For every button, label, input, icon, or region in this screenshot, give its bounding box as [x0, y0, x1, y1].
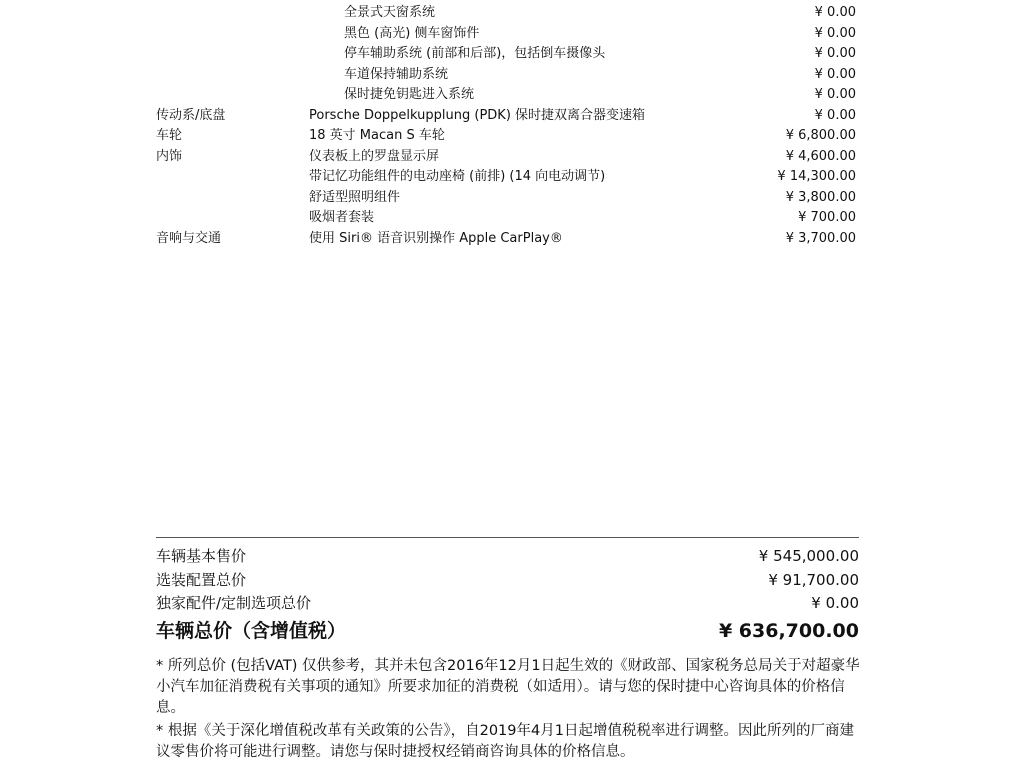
option-category: 音响与交通 — [156, 230, 222, 246]
option-name: 吸烟者套装 — [309, 210, 375, 225]
option-name: 黑色 (高光) 侧车窗饰件 — [344, 25, 480, 41]
option-name: 带记忆功能组件的电动座椅 (前排) (14 向电动调节) — [309, 169, 606, 184]
option-price: ¥ 0.00 — [814, 107, 856, 123]
base-price-value: ¥ 545,000.00 — [758, 547, 859, 565]
base-price-label: 车辆基本售价 — [156, 547, 247, 565]
options-total-label: 选装配置总价 — [156, 570, 247, 589]
option-row — [156, 188, 856, 209]
option-row — [156, 44, 856, 65]
footnotes — [156, 656, 862, 765]
grand-total-label: 车辆总价（含增值税） — [156, 619, 347, 642]
option-row — [156, 85, 856, 106]
option-price: ¥ 0.00 — [814, 87, 856, 102]
option-price: ¥ 0.00 — [814, 25, 856, 41]
grand-total-row — [156, 616, 859, 646]
option-name: 仪表板上的罗盘显示屏 — [309, 148, 440, 164]
option-row — [156, 65, 856, 86]
options-table — [156, 3, 856, 249]
option-row — [156, 167, 856, 188]
price-summary — [156, 545, 859, 646]
option-name: Porsche Doppelkupplung (PDK) 保时捷双离合器变速箱 — [309, 107, 646, 123]
option-row — [156, 106, 856, 127]
option-name: 全景式天窗系统 — [344, 5, 436, 20]
option-category: 传动系/底盘 — [156, 107, 226, 123]
options-total-value: ¥ 91,700.00 — [768, 570, 859, 589]
option-row — [156, 3, 856, 24]
exclusive-total-label: 独家配件/定制选项总价 — [156, 594, 312, 612]
option-price: ¥ 14,300.00 — [777, 169, 856, 184]
option-name: 停车辅助系统 (前部和后部)，包括倒车摄像头 — [344, 46, 606, 61]
exclusive-total-row — [156, 592, 859, 616]
options-total-row — [156, 569, 859, 593]
option-price: ¥ 4,600.00 — [785, 148, 856, 164]
option-row — [156, 147, 856, 168]
option-price: ¥ 0.00 — [814, 5, 856, 20]
footnote-vat-adjustment: * 根据《关于深化增值税改革有关政策的公告》，自2019年4月1日起增值税税率进行调整。因此所列的厂商建议零售价将可能进行调整。请您与保时捷授权经销商咨询具体的价格信息。 — [156, 723, 854, 760]
option-row — [156, 24, 856, 45]
base-price-row — [156, 545, 859, 569]
option-price: ¥ 3,700.00 — [785, 230, 856, 246]
summary-divider — [156, 537, 859, 538]
option-name: 保时捷免钥匙进入系统 — [344, 87, 475, 102]
option-price: ¥ 700.00 — [798, 210, 856, 225]
option-category: 车轮 — [156, 128, 183, 143]
option-row — [156, 126, 856, 147]
option-row — [156, 208, 856, 229]
option-name: 使用 Siri® 语音识别操作 Apple CarPlay® — [309, 230, 563, 246]
option-price: ¥ 3,800.00 — [785, 189, 856, 205]
exclusive-total-value: ¥ 0.00 — [811, 594, 859, 612]
footnote-consumption-tax: * 所列总价 (包括VAT) 仅供参考，其并未包含2016年12月1日起生效的《财政部、国家税务总局关于对超豪华小汽车加征消费税有关事项的通知》所要求加征的消费税（如适用）。请与您的保时捷中心咨询具体的价格信息。 — [156, 658, 860, 716]
option-row — [156, 229, 856, 250]
grand-total-value: ¥ 636,700.00 — [718, 619, 859, 642]
option-price: ¥ 6,800.00 — [785, 128, 856, 143]
option-price: ¥ 0.00 — [814, 46, 856, 61]
option-name: 车道保持辅助系统 — [344, 66, 449, 82]
option-name: 18 英寸 Macan S 车轮 — [309, 128, 445, 143]
option-category: 内饰 — [156, 148, 183, 164]
option-name: 舒适型照明组件 — [309, 189, 401, 205]
option-price: ¥ 0.00 — [814, 66, 856, 82]
